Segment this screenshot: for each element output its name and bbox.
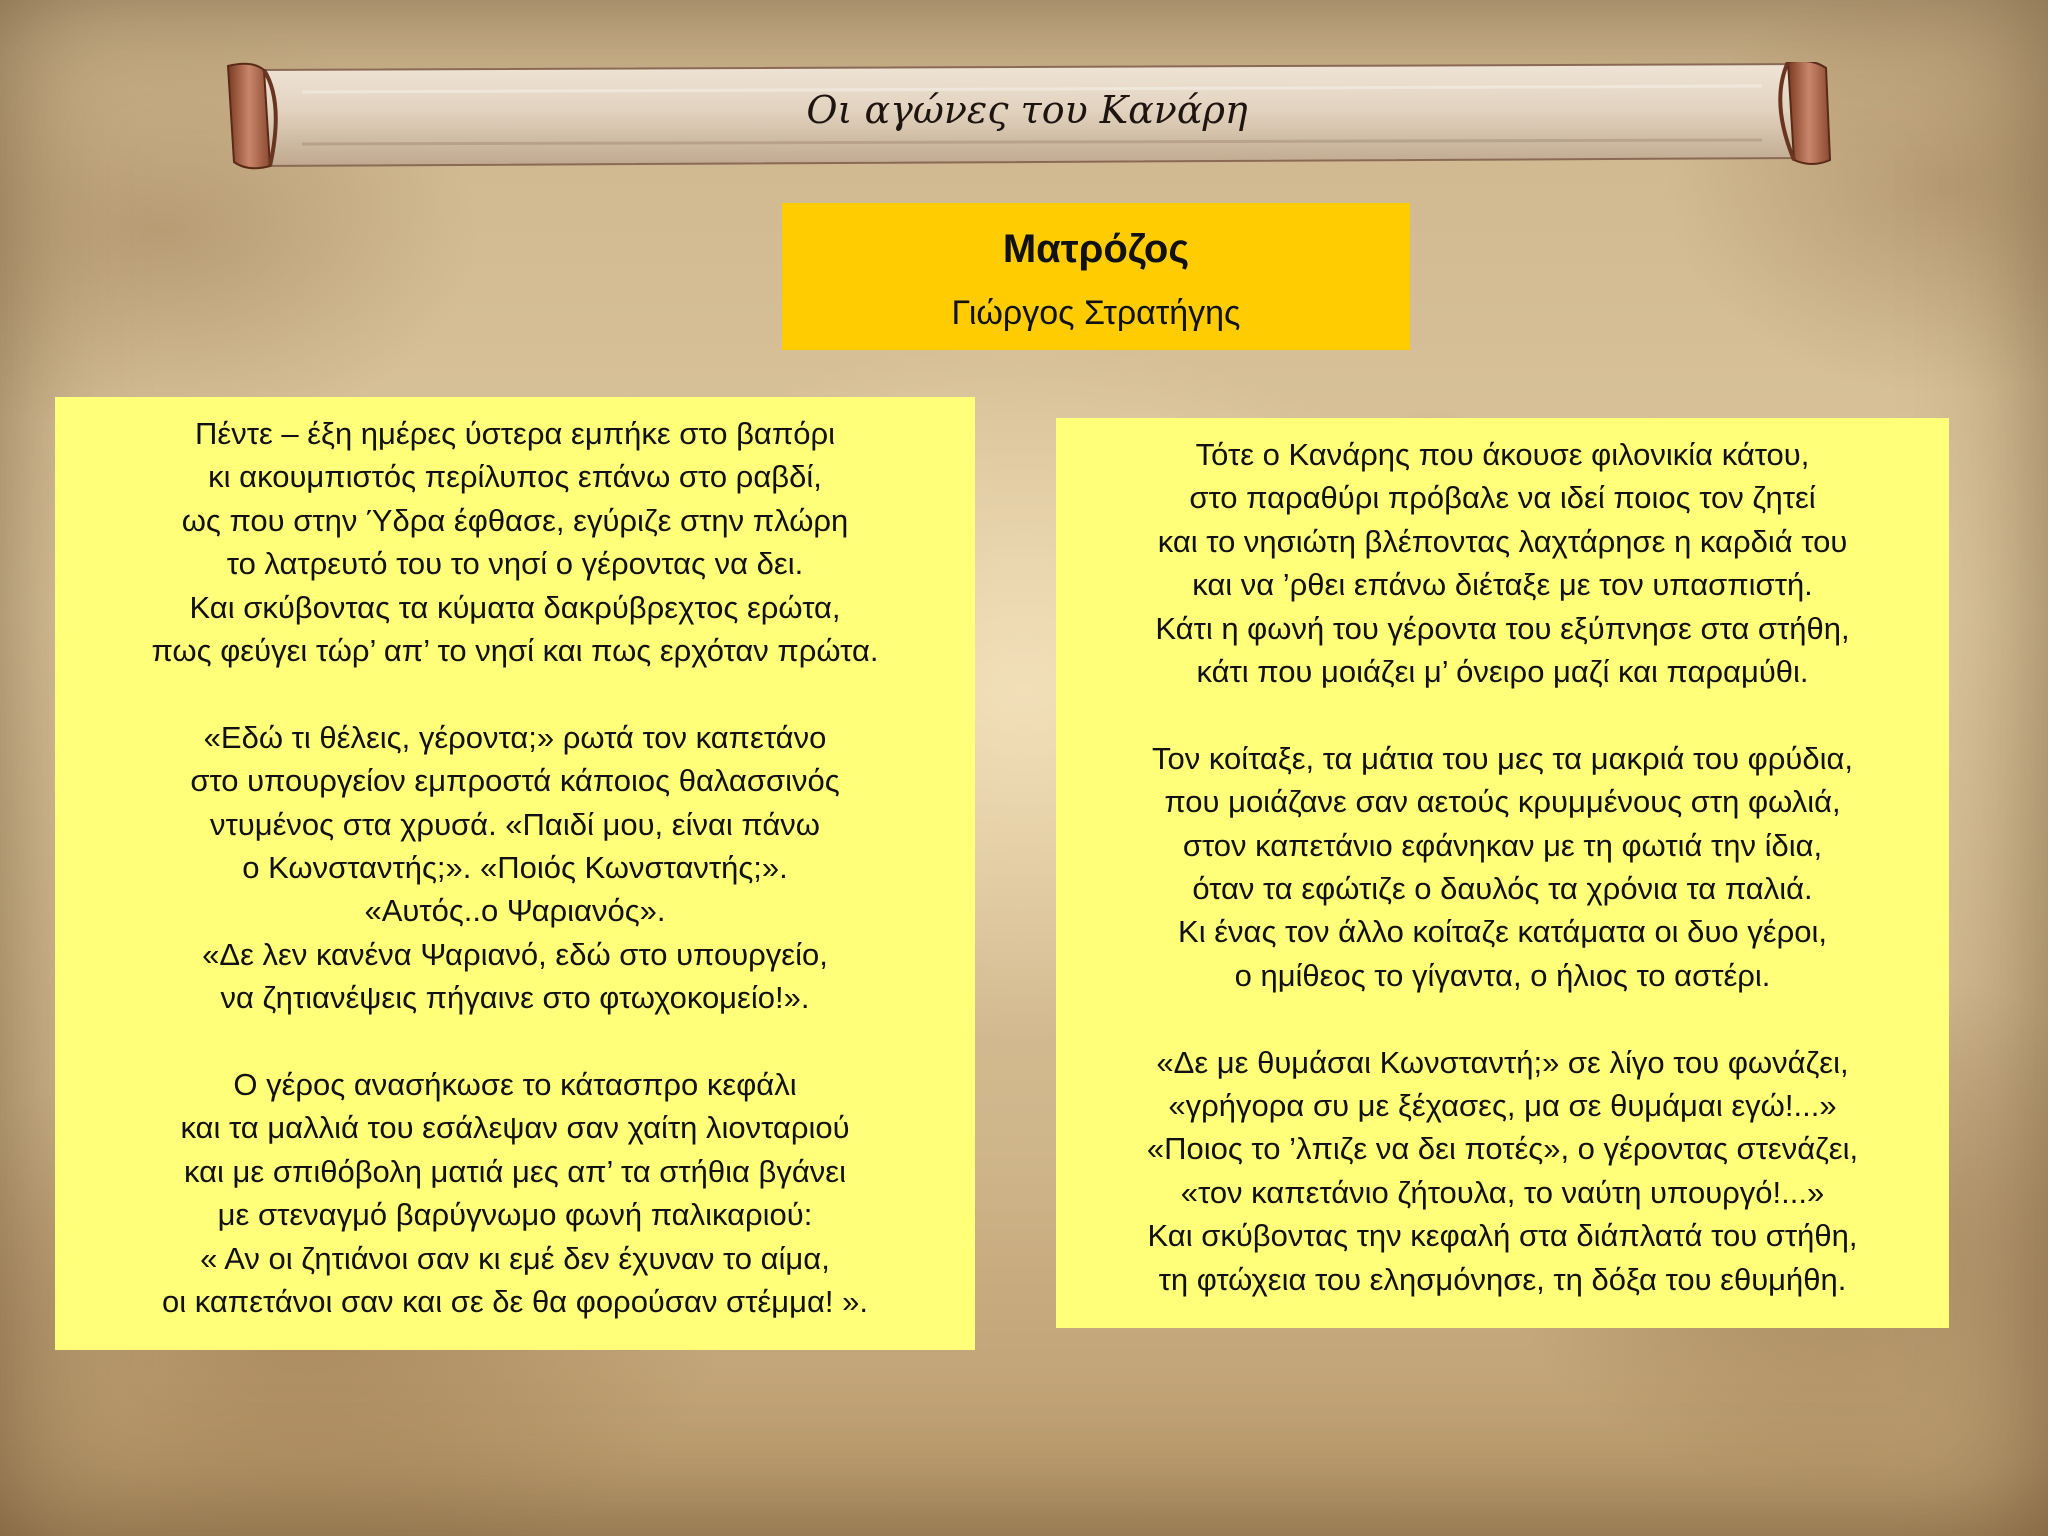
poem-line: Τότε ο Κανάρης που άκουσε φιλονικία κάτου, [1195, 437, 1810, 472]
stanza [55, 716, 975, 1020]
poem-line: που μοιάζανε σαν αετούς κρυμμένους στη φωλιά, [1164, 784, 1841, 820]
poem-line: όταν τα εφώτιζε ο δαυλός τα χρόνια τα παλιά. [1192, 871, 1813, 907]
poem-line: Πέντε – έξη ημέρες ύστερα εμπήκε στο βαπόρι [195, 416, 835, 451]
stanza [55, 1063, 975, 1323]
poem-line: με στεναγμό βαρύγνωμο φωνή παλικαριού: [217, 1197, 813, 1233]
right-poem-column [1056, 418, 1949, 1328]
poem-line: «τον καπετάνιο ζήτουλα, το ναύτη υπουργό!...» [1180, 1174, 1825, 1210]
poem-line: να ζητιανέψεις πήγαινε στο φτωχοκομείο!». [220, 980, 810, 1016]
poem-line: και τα μαλλιά του εσάλεψαν σαν χαίτη λιονταριού [180, 1110, 850, 1146]
poem-line: ως που στην Ύδρα έφθασε, εγύριζε στην πλώρη [181, 502, 849, 538]
poem-line: ο Κωνσταντής;». «Ποιός Κωνσταντής;». [242, 850, 788, 886]
poem-line: Και σκύβοντας την κεφαλή στα διάπλατά του στήθη, [1147, 1218, 1858, 1254]
poem-line: στο υπουργείον εμπροστά κάποιος θαλασσινός [190, 763, 840, 799]
poem-line: το λατρευτό του το νησί ο γέροντας να δει. [226, 546, 804, 582]
poem-line: «Αυτός..ο Ψαριανός». [364, 893, 666, 929]
poem-line: τη φτώχεια του ελησμόνησε, τη δόξα του εθυμήθη. [1158, 1261, 1847, 1297]
left-poem-column [55, 397, 975, 1350]
poem-line: «Εδώ τι θέλεις, γέροντα;» ρωτά τον καπετάνο [203, 719, 827, 755]
poem-line: «Ποιος το ’λπιζε να δει ποτές», ο γέροντας στενάζει, [1146, 1131, 1859, 1167]
poem-line: «γρήγορα συ με ξέχασες, μα σε θυμάμαι εγώ!...» [1168, 1088, 1837, 1124]
poem-title-box [782, 203, 1410, 350]
poem-line: Κάτι η φωνή του γέροντα του εξύπνησε στα στήθη, [1155, 610, 1850, 646]
banner-title: Οι αγώνες του Κανάρη [806, 88, 1248, 132]
poem-line: στο παραθύρι πρόβαλε να ιδεί ποιος τον ζητεί [1189, 480, 1816, 516]
title-scroll-banner [222, 62, 1832, 170]
poem-title: Ματρόζος [1002, 227, 1190, 271]
poem-line: «Δε με θυμάσαι Κωνσταντή;» σε λίγο του φωνάζει, [1156, 1044, 1849, 1080]
stanza [1056, 1041, 1949, 1301]
poem-line: οι καπετάνοι σαν και σε δε θα φορούσαν στέμμα! ». [162, 1284, 868, 1320]
poem-line: ο ημίθεος το γίγαντα, ο ήλιος το αστέρι. [1234, 957, 1771, 993]
poem-line: Και σκύβοντας τα κύματα δακρύβρεχτος ερώτα, [189, 589, 841, 625]
poem-line: ντυμένος στα χρυσά. «Παιδί μου, είναι πάνω [210, 806, 820, 842]
poem-line: και να ’ρθει επάνω διέταξε με τον υπασπιστή. [1192, 567, 1813, 603]
stanza [55, 412, 975, 672]
poem-line: Ο γέρος ανασήκωσε το κάτασπρο κεφάλι [233, 1067, 797, 1103]
poem-line: και με σπιθόβολη ματιά μες απ’ τα στήθια βγάνει [184, 1153, 846, 1189]
poem-line: Κι ένας τον άλλο κοίταζε κατάματα οι δυο γέροι, [1178, 914, 1827, 950]
poem-line: κι ακουμπιστός περίλυπος επάνω στο ραβδί, [208, 459, 822, 495]
poem-line: « Αν οι ζητιάνοι σαν κι εμέ δεν έχυναν το αίμα, [200, 1240, 830, 1276]
poem-line: στον καπετάνιο εφάνηκαν με τη φωτιά την ίδια, [1182, 827, 1823, 863]
poem-line: πως φεύγει τώρ’ απ’ το νησί και πως ερχόταν πρώτα. [151, 633, 879, 669]
poem-line: «Δε λεν κανένα Ψαριανό, εδώ στο υπουργείο, [202, 936, 828, 972]
poem-line: Τον κοίταξε, τα μάτια του μες τα μακριά του φρύδια, [1151, 740, 1854, 776]
stanza [1056, 433, 1949, 693]
stanza [1056, 737, 1949, 997]
poem-line: κάτι που μοιάζει μ’ όνειρο μαζί και παραμύθι. [1196, 654, 1809, 690]
poem-line: και το νησιώτη βλέποντας λαχτάρησε η καρδιά του [1157, 523, 1848, 559]
poem-author: Γιώργος Στρατήγης [951, 294, 1241, 332]
